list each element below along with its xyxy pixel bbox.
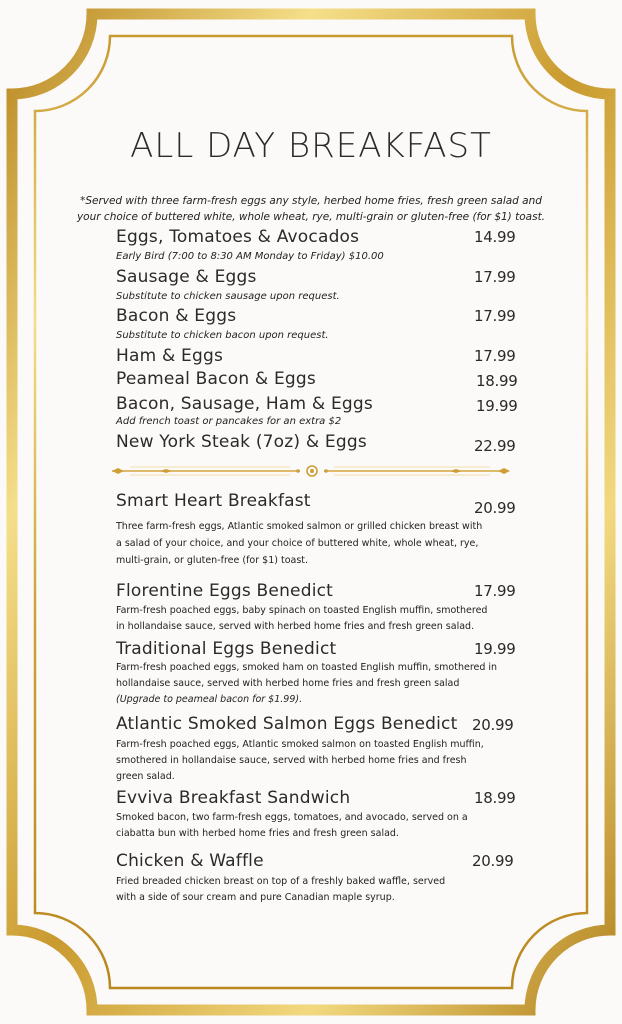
special-name: Smart Heart Breakfast bbox=[116, 491, 311, 511]
special-price: 20.99 bbox=[472, 716, 514, 734]
special-desc: Fried breaded chicken breast on top of a freshly baked waffle, served bbox=[116, 876, 446, 887]
special-desc: multi-grain, or gluten-free (for $1) toast. bbox=[116, 555, 309, 566]
special-price: 20.99 bbox=[472, 852, 514, 870]
item-name: Ham & Eggs bbox=[116, 346, 224, 366]
menu-note-line-2: your choice of buttered white, whole wheat, rye, multi-grain or gluten-free (for $1) toast. bbox=[76, 211, 546, 223]
special-desc: Farm-fresh poached eggs, Atlantic smoked salmon on toasted English muffin, bbox=[116, 739, 484, 750]
special-desc: smothered in hollandaise sauce, served with herbed home fries and fresh bbox=[116, 755, 467, 766]
special-name: Florentine Eggs Benedict bbox=[116, 581, 334, 601]
item-price: 17.99 bbox=[474, 268, 516, 286]
special-desc: Smoked bacon, two farm-fresh eggs, tomatoes, and avocado, served on a bbox=[116, 812, 468, 823]
special-desc-extra: (Upgrade to peameal bacon for $1.99). bbox=[116, 694, 303, 705]
special-desc: ciabatta bun with herbed home fries and fresh green salad. bbox=[116, 828, 399, 839]
special-price: 17.99 bbox=[474, 582, 516, 600]
special-name: Chicken & Waffle bbox=[116, 851, 264, 871]
item-desc: Substitute to chicken bacon upon request. bbox=[116, 330, 329, 341]
item-name: Bacon & Eggs bbox=[116, 306, 237, 326]
item-price: 18.99 bbox=[476, 372, 518, 390]
special-desc: a salad of your choice, and your choice of buttered white, whole wheat, rye, bbox=[116, 538, 479, 549]
special-desc: Three farm-fresh eggs, Atlantic smoked salmon or grilled chicken breast with bbox=[116, 521, 483, 532]
special-desc: Farm-fresh poached eggs, baby spinach on toasted English muffin, smothered bbox=[116, 605, 488, 616]
item-desc: Early Bird (7:00 to 8:30 AM Monday to Friday) $10.00 bbox=[116, 251, 384, 262]
special-price: 20.99 bbox=[474, 499, 516, 517]
special-name: Evviva Breakfast Sandwich bbox=[116, 788, 351, 808]
special-desc: in hollandaise sauce, served with herbed home fries and fresh green salad. bbox=[116, 621, 475, 632]
special-desc: Farm-fresh poached eggs, smoked ham on toasted English muffin, smothered in bbox=[116, 662, 498, 673]
item-name: Peameal Bacon & Eggs bbox=[116, 369, 316, 389]
item-price: 17.99 bbox=[474, 347, 516, 365]
item-name: Bacon, Sausage, Ham & Eggs bbox=[116, 394, 373, 414]
item-desc: Substitute to chicken sausage upon request. bbox=[116, 291, 340, 302]
menu-title: ALL DAY BREAKFAST bbox=[130, 126, 492, 166]
special-desc: green salad. bbox=[116, 771, 175, 782]
item-name: Sausage & Eggs bbox=[116, 267, 257, 287]
item-name: Eggs, Tomatoes & Avocados bbox=[116, 227, 360, 247]
special-price: 19.99 bbox=[474, 640, 516, 658]
item-desc: Add french toast or pancakes for an extra $2 bbox=[116, 416, 342, 427]
item-price: 22.99 bbox=[474, 437, 516, 455]
special-desc: with a side of sour cream and pure Canadian maple syrup. bbox=[116, 892, 395, 903]
item-price: 17.99 bbox=[474, 307, 516, 325]
menu-note-line-1: *Served with three farm-fresh eggs any style, herbed home fries, fresh green salad and bbox=[80, 195, 542, 207]
item-price: 19.99 bbox=[476, 397, 518, 415]
special-price: 18.99 bbox=[474, 789, 516, 807]
special-name: Traditional Eggs Benedict bbox=[116, 639, 337, 659]
item-price: 14.99 bbox=[474, 228, 516, 246]
special-desc: hollandaise sauce, served with herbed home fries and fresh green salad bbox=[116, 678, 460, 689]
item-name: New York Steak (7oz) & Eggs bbox=[116, 432, 367, 452]
special-name: Atlantic Smoked Salmon Eggs Benedict bbox=[116, 714, 458, 734]
